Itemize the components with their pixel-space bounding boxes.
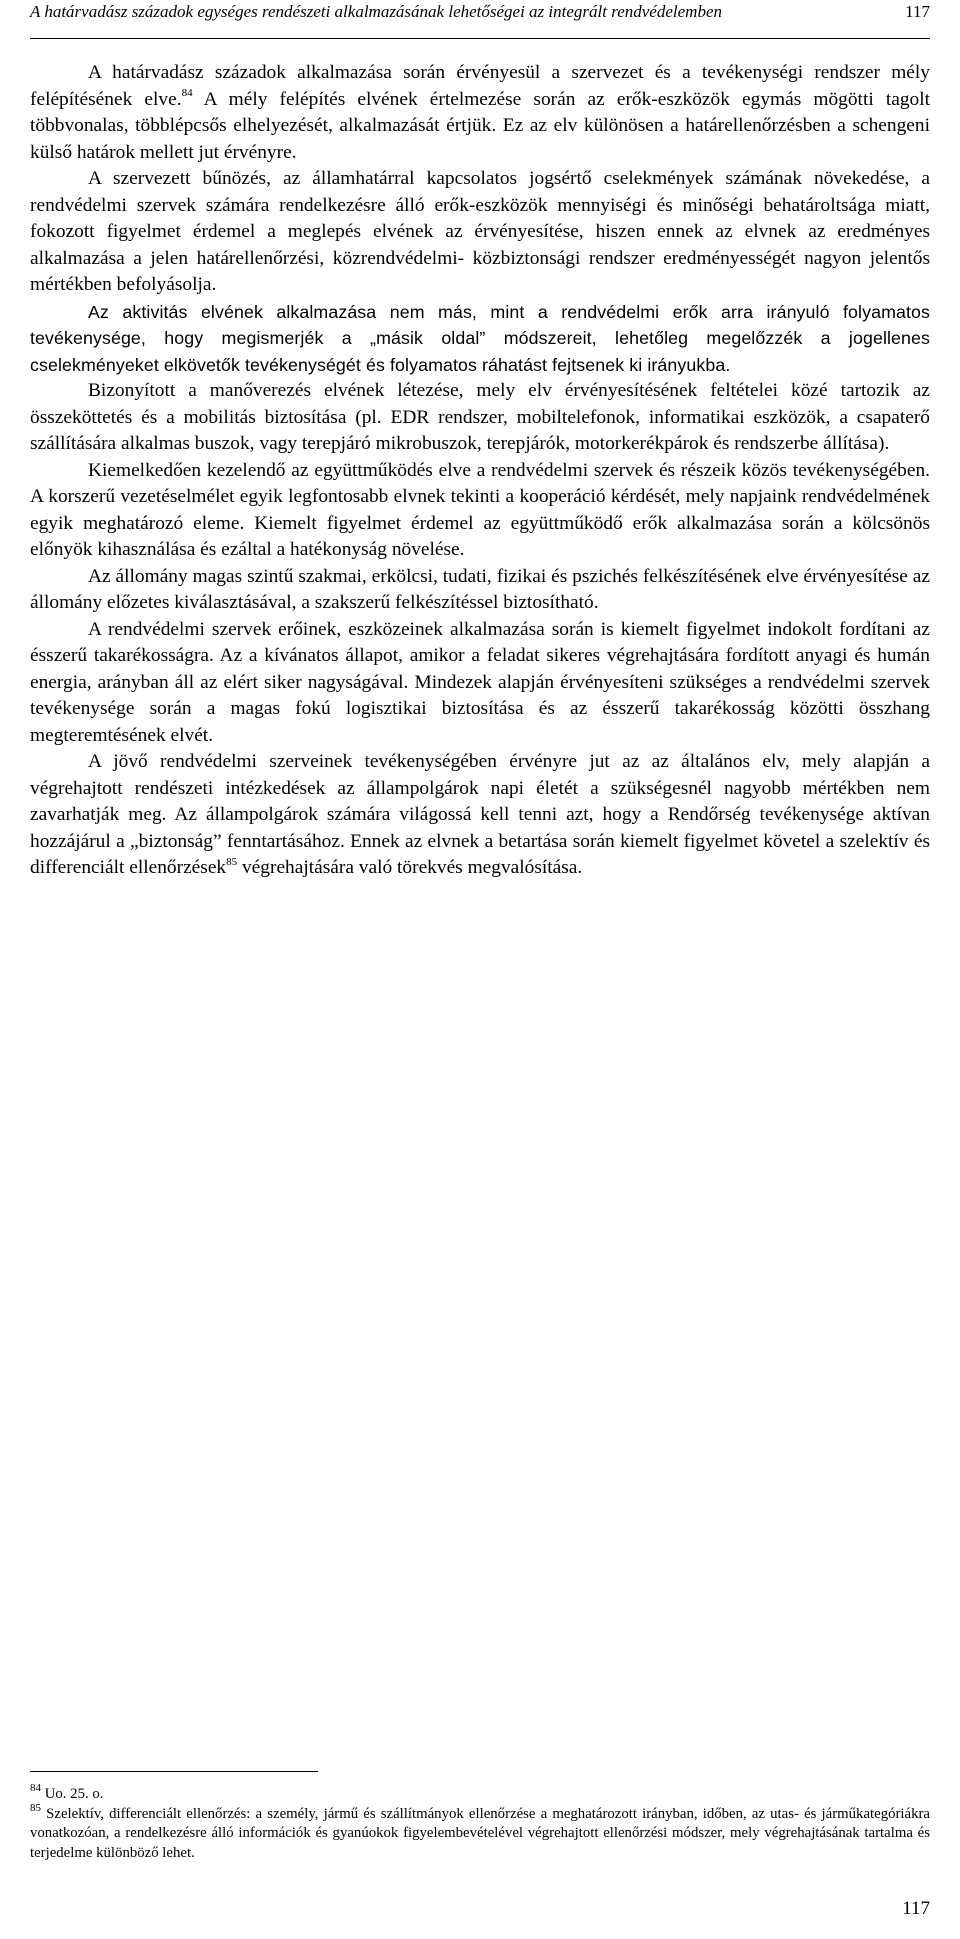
paragraph: A rendvédelmi szervek erőinek, eszközeinek alkalmazása során is kiemelt figyelmet indokolt fordítani az ésszerű takarékosságra. Az a kívánatos állapot, amikor a feladat sikeres végrehajtására fordított anyagi és humán energia, arányban áll az elért siker nagyságával. Mindezek alapján érvényesíteni szükséges a rendvédelmi szervek tevékenysége során a magas fokú logisztikai biztosítása és az ésszerű takarékosság közötti összhang megteremtésének elvét. — [30, 618, 930, 746]
footnote: $^{85}$ Szelektív, differenciált ellenőrzés: a személy, jármű és szállítmányok ellenőrzése a meghatározott irányban, időben, az utas- és járműkategóriákra vonatkozóan, a rendelkezésre álló információk és gyanúokok figyelembevételével végrehajtott ellenőrzési módszer, mely végrehajtásának tartalma és terjedelme különböző lehet. — [30, 1801, 930, 1861]
header-page-number: 117 — [905, 2, 930, 21]
header-title: A határvadász századok egységes rendészeti alkalmazásának lehetőségei az integrált rendvédelemben — [30, 2, 722, 21]
footnote-separator — [30, 1771, 318, 1772]
body-text — [30, 60, 930, 882]
paragraph: Az aktivitás elvének alkalmazása nem más, mint a rendvédelmi erők arra irányuló folyamatos tevékenysége, hogy megismerjék a „másik oldal” módszereit, lehetőleg megelőzzék a jogellenes cselekményeket elkövetők tevékenységét és folyamatos ráhatást fejtsenek ki irányukba. — [30, 301, 930, 375]
footnotes — [30, 1782, 930, 1863]
paragraph: A szervezett bűnözés, az államhatárral kapcsolatos jogsértő cselekmények számának növekedése, a rendvédelmi szervek számára rendelkezésre álló erők-eszközök mennyiségi és minőségi behatároltsága miatt, fokozott figyelmet érdemel a meglepés elvének az érvényesítése, hiszen ennek az elvnek az eredményes alkalmazása a jelen határellenőrzési, közrendvédelmi- közbiztonsági rendszer eredményességét nagyon jelentős mértékben befolyásolja. — [30, 168, 930, 295]
paragraph: A határvadász századok alkalmazása során érvényesül a szervezet és a tevékenységi rendszer mély felépítésének elve.$^{84}$ A mély felépítés elvének értelmezése során az erők-eszközök egymás mögötti tagolt többvonalas, többlépcsős elhelyezését, alkalmazását értjük. Ez az elv különösen a határellenőrzésben a schengeni külső határok mellett jut érvényre. — [30, 62, 930, 163]
footnote-number: 84 — [30, 1782, 41, 1795]
footnote-ref[interactable]: 85 — [226, 855, 238, 868]
paragraph: Kiemelkedően kezelendő az együttműködés elve a rendvédelmi szervek és részeik közös tevékenységében. A korszerű vezetéselmélet egyik legfontosabb elvnek tekinti a kooperáció kérdését, mely napjaink rendvédelmének egyik meghatározó eleme. Kiemelt figyelmet érdemel az együttműködő erők alkalmazása során a kölcsönös előnyök kihasználása és ezáltal a hatékonyság növelése. — [30, 459, 930, 560]
page-number: 117 — [902, 1898, 930, 1919]
paragraph: A jövő rendvédelmi szerveinek tevékenységében érvényre jut az az általános elv, mely alapján a végrehajtott rendészeti intézkedések az állampolgárok napi életét a szükségesnél nagyobb mértékben nem zavarhatják meg. Az állampolgárok számára világossá kell tenni azt, hogy a Rendőrség tevékenysége aktívan hozzájárul a „biztonság” fenntartásához. Ennek az elvnek a betartása során kiemelt figyelmet követel a szelektív és differenciált ellenőrzések$^{85}$ végrehajtására való törekvés megvalósítása. — [30, 751, 930, 878]
footnote-number: 85 — [30, 1801, 41, 1814]
footnote: $^{84}$ Uo. 25. o. — [30, 1782, 104, 1802]
paragraph: Az állomány magas szintű szakmai, erkölcsi, tudati, fizikai és pszichés felkészítésének elve érvényesítése az állomány előzetes kiválasztásával, a szakszerű felkészítéssel biztosítható. — [30, 565, 930, 613]
running-header — [30, 0, 930, 39]
footnote-ref[interactable]: 84 — [181, 87, 193, 100]
paragraph: Bizonyított a manőverezés elvének létezése, mely elv érvényesítésének feltételei közé tartozik az összeköttetés és a mobilitás biztosítása (pl. EDR rendszer, mobiltelefonok, informatikai eszközök, a csapaterő szállítására alkalmas buszok, vagy terepjáró mikrobuszok, terepjárók, motorkerékpárok és rendszerbe állítása). — [30, 380, 930, 454]
